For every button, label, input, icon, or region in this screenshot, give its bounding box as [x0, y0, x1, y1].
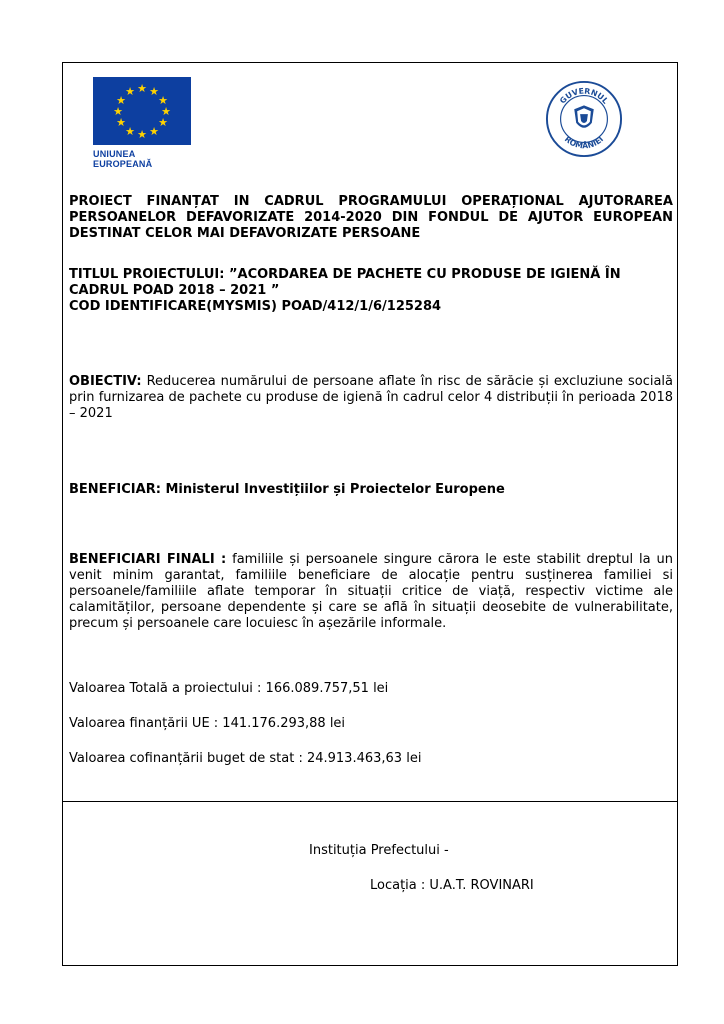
beneficiary-label: BENEFICIAR:	[69, 482, 166, 497]
project-title: TITLUL PROIECTULUI: ”ACORDAREA DE PACHETE CU PRODUSE DE IGIENĂ ÎN CADRUL POAD 2018 – 2021 ”	[69, 267, 621, 298]
project-info	[69, 267, 673, 315]
eu-flag-icon: ★ ★ ★ ★ ★ ★ ★ ★ ★ ★ ★ ★	[93, 77, 191, 145]
program-title: PROIECT FINANȚAT IN CADRUL PROGRAMULUI OPERAȚIONAL AJUTORAREA PERSOANELOR DEFAVORIZATE 2014-2020 DIN FONDUL DE AJUTOR EUROPEAN DESTINAT CELOR MAI DEFAVORIZATE PERSOANE	[69, 194, 673, 241]
project-code: COD IDENTIFICARE(MYSMIS) POAD/412/1/6/125284	[69, 299, 442, 314]
beneficiary-text: Ministerul Investițiilor și Proiectelor Europene	[165, 482, 505, 497]
section-divider	[63, 801, 677, 802]
poster-frame	[62, 62, 678, 966]
final-beneficiaries	[69, 552, 673, 632]
total-value: Valoarea Totală a proiectului : 166.089.757,51 lei	[69, 681, 389, 696]
final-beneficiaries-label: BENEFICIARI FINALI :	[69, 552, 227, 567]
svg-text:ROMÂNIEI: ROMÂNIEI	[562, 134, 606, 151]
location-label: Locația : U.A.T. ROVINARI	[370, 878, 534, 893]
eu-caption: UNIUNEA EUROPEANĂ	[93, 149, 153, 169]
institution-label: Instituția Prefectului -	[309, 843, 449, 858]
eu-logo	[93, 77, 197, 169]
eu-funding-value: Valoarea finanțării UE : 141.176.293,88 lei	[69, 716, 346, 731]
objective-text: Reducerea numărului de persoane aflate în risc de sărăcie și excluziune socială prin furnizarea de pachete cu produse de igienă în cadrul celor 4 distribuții în perioada 2018 – 2021	[69, 374, 673, 421]
guvernul-romaniei-seal-icon	[545, 80, 623, 158]
objective	[69, 374, 673, 422]
final-beneficiaries-text: familiile și persoanele singure cărora le este stabilit dreptul la un venit minim garantat, familiile beneficiare de alocație pentru susținerea familiei si persoanele/familiile aflate temporar în situații critice de viață, respectiv victime ale calamităților, persoane dependente și care se află în situații deosebite de vulnerabilitate, precum și persoanele care locuiesc în așezările informale.	[69, 552, 673, 631]
beneficiary	[69, 482, 673, 498]
svg-text:GUVERNUL: GUVERNUL	[558, 86, 611, 106]
state-cofunding-value: Valoarea cofinanțării buget de stat : 24.913.463,63 lei	[69, 751, 422, 766]
objective-label: OBIECTIV:	[69, 374, 142, 389]
